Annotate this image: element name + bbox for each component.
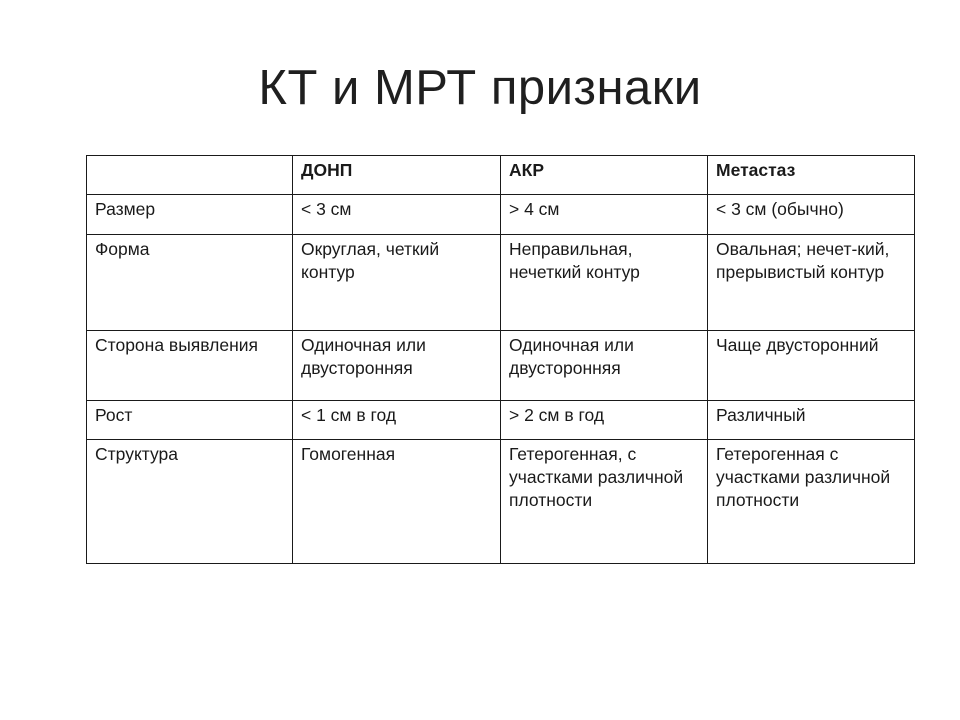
header-cell-akr: АКР: [501, 156, 708, 195]
table-cell: Овальная; нечет-кий, прерывистый контур: [708, 235, 915, 331]
table-row-shape: [87, 235, 915, 331]
header-row: [87, 156, 915, 195]
table-cell: Гетерогенная, с участками различной плотности: [501, 440, 708, 564]
table-cell: Неправильная, нечеткий контур: [501, 235, 708, 331]
row-label: Форма: [87, 235, 293, 331]
row-label: Структура: [87, 440, 293, 564]
comparison-table: [86, 155, 915, 564]
table-cell: Различный: [708, 401, 915, 440]
table-cell: Округлая, четкий контур: [293, 235, 501, 331]
header-cell-donp: ДОНП: [293, 156, 501, 195]
table-row-growth: [87, 401, 915, 440]
row-label: Сторона выявления: [87, 331, 293, 401]
table-cell: Чаще двусторонний: [708, 331, 915, 401]
header-cell-empty: [87, 156, 293, 195]
table-cell: > 4 см: [501, 195, 708, 235]
table-cell: Одиночная или двусторонняя: [293, 331, 501, 401]
header-cell-metastasis: Метастаз: [708, 156, 915, 195]
table-row-size: [87, 195, 915, 235]
table-cell: < 1 см в год: [293, 401, 501, 440]
table-cell: Гетерогенная с участками различной плотности: [708, 440, 915, 564]
table-cell: < 3 см: [293, 195, 501, 235]
table-cell: > 2 см в год: [501, 401, 708, 440]
table-row-structure: [87, 440, 915, 564]
table-cell: Гомогенная: [293, 440, 501, 564]
slide-title: КТ и МРТ признаки: [258, 61, 702, 115]
table-cell: Одиночная или двусторонняя: [501, 331, 708, 401]
table-row-detection-side: [87, 331, 915, 401]
table-cell: < 3 см (обычно): [708, 195, 915, 235]
row-label: Размер: [87, 195, 293, 235]
row-label: Рост: [87, 401, 293, 440]
